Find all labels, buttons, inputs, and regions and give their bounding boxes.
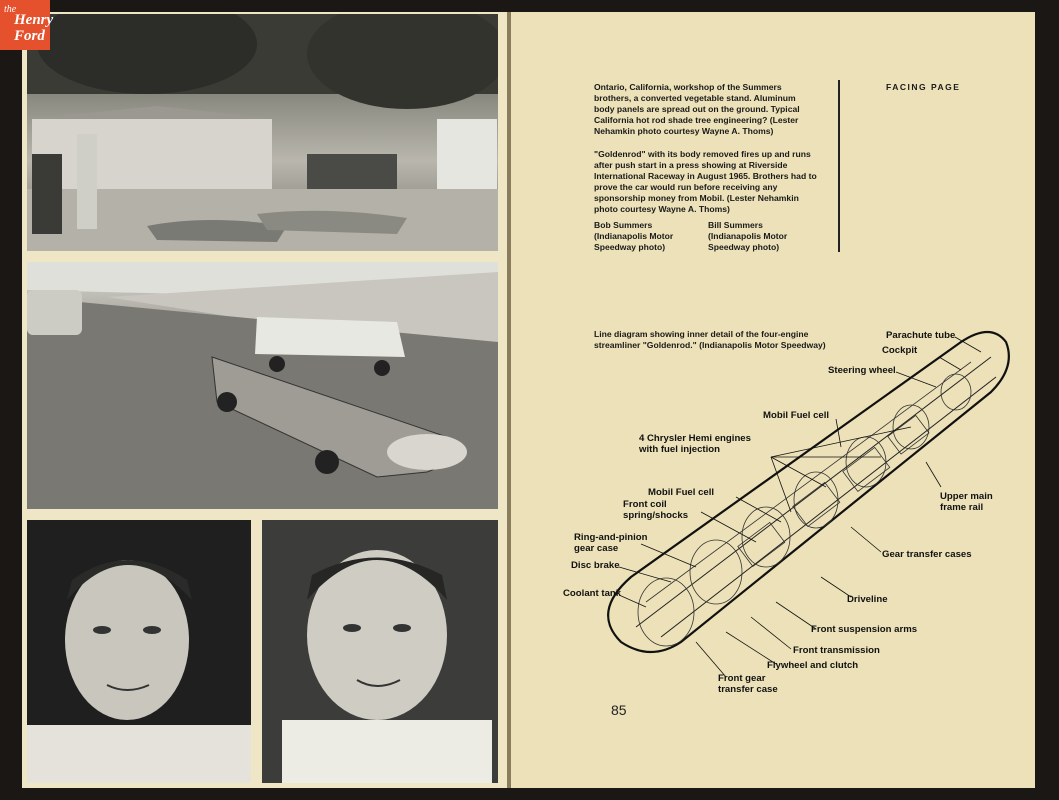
label-driveline: Driveline: [847, 594, 888, 605]
label-front-transmission: Front transmission: [793, 645, 880, 656]
label-disc-brake: Disc brake: [571, 560, 620, 571]
label-parachute-tube: Parachute tube: [886, 330, 956, 341]
label-coolant-tank: Coolant tank: [563, 588, 622, 599]
left-page: [22, 12, 507, 788]
goldenrod-photo: [27, 262, 498, 509]
logo-ford: Ford: [14, 28, 45, 44]
vertical-rule: [838, 80, 840, 252]
page-number: 85: [611, 702, 627, 718]
caption-diagram: Line diagram showing inner detail of the four-engine streamliner "Goldenrod." (Indianapolis Motor Speedway): [594, 329, 826, 350]
label-hemi-engines: 4 Chrysler Hemi engines with fuel injection: [639, 433, 751, 455]
caption-bill: Bill Summers (Indianapolis Motor Speedway photo): [708, 220, 788, 252]
caption-bob: Bob Summers (Indianapolis Motor Speedway photo): [594, 220, 674, 252]
label-mobil-fuel-cell-top: Mobil Fuel cell: [763, 410, 830, 421]
caption-workshop: Ontario, California, workshop of the Summers brothers, a converted vegetable stand. Aluminum body panels are spread out on the ground. Typical California hot rod shade tree engineering? (Lester Nehamkin photo courtesy Wayne A. Thoms): [594, 82, 800, 136]
logo-henry: Henry: [14, 12, 54, 28]
label-cockpit: Cockpit: [882, 345, 918, 356]
facing-page-label: FACING PAGE: [886, 82, 961, 92]
label-ring-and-pinion: Ring-and-pinion gear case: [574, 532, 648, 554]
label-upper-frame-rail: Upper main frame rail: [940, 491, 993, 513]
workshop-photo: [27, 14, 498, 251]
label-flywheel-clutch: Flywheel and clutch: [767, 660, 859, 671]
logo-the: the: [4, 4, 17, 15]
label-gear-transfer-cases: Gear transfer cases: [882, 549, 972, 560]
bob-summers-portrait: [27, 520, 251, 783]
label-mobil-fuel-cell-mid: Mobil Fuel cell: [648, 487, 715, 498]
label-steering-wheel: Steering wheel: [828, 365, 896, 376]
caption-goldenrod: "Goldenrod" with its body removed fires up and runs after push start in a press showing at Riverside International Raceway in August 1965. Brothers had to prove the car would run before receiving any sponsorship money from Mobil. (Lester Nehamkin photo courtesy Wayne A. Thoms): [594, 149, 817, 214]
label-front-coil: Front coil spring/shocks: [623, 499, 689, 521]
henry-ford-logo: [0, 0, 54, 50]
right-page: [511, 12, 1035, 788]
bill-summers-portrait: [262, 520, 498, 783]
label-front-gear-transfer: Front gear transfer case: [718, 673, 778, 695]
label-front-suspension: Front suspension arms: [811, 624, 918, 635]
